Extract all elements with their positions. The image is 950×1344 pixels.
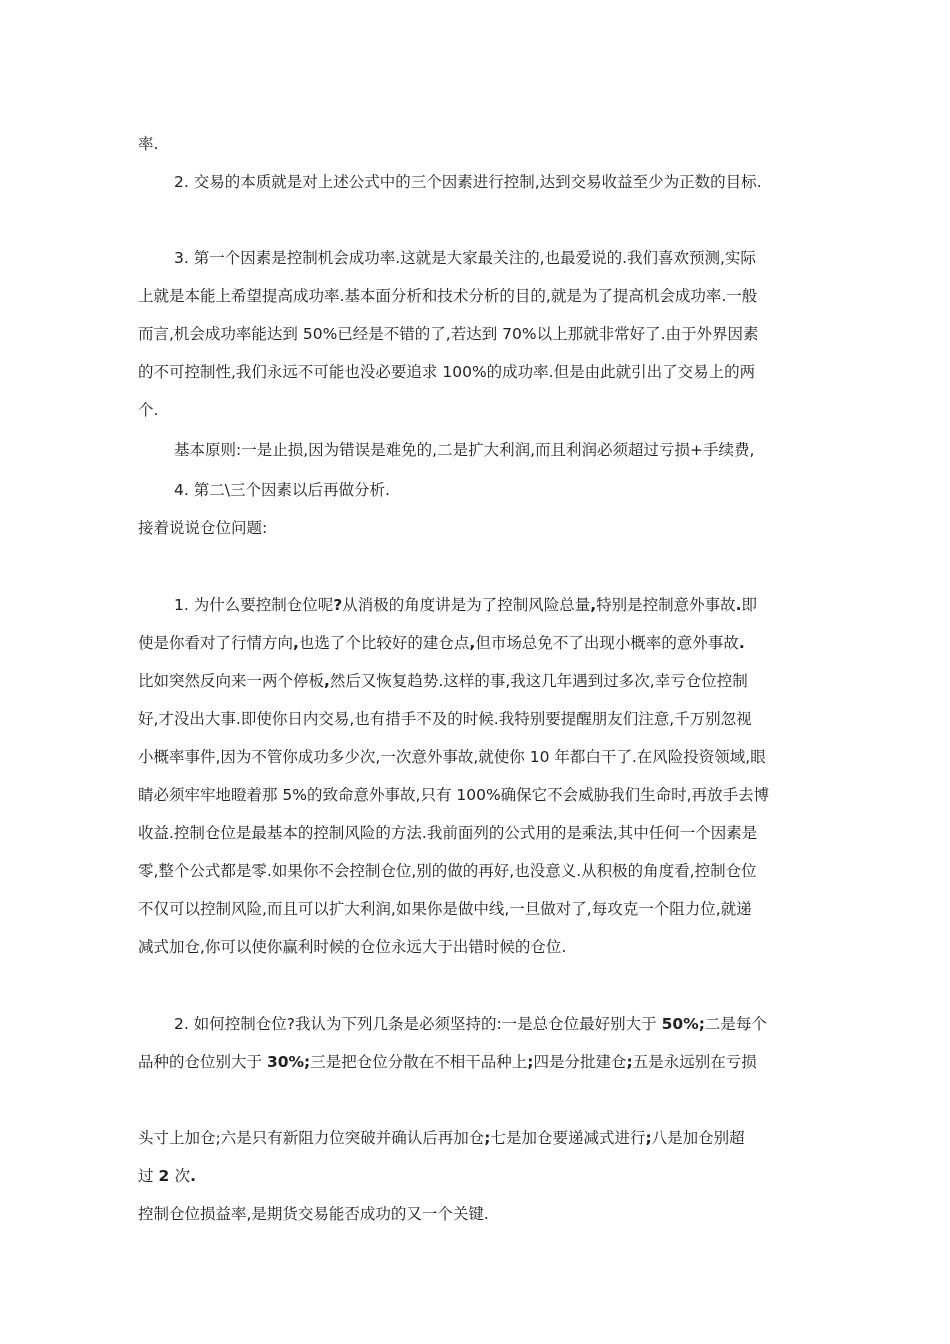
- text-run: 2: [158, 1167, 175, 1185]
- text-run: ?: [333, 596, 343, 614]
- text-line: [138, 671, 748, 691]
- text-line: [174, 1014, 767, 1034]
- text-line: 4. 第二\三个因素以后再做分析.: [174, 481, 390, 499]
- text-line: 的不可控制性,我们永远不可能也没必要追求 100%的成功率.但是由此就引出了交易上的两: [138, 363, 756, 381]
- text-line: 减式加仓,你可以使你赢利时候的仓位永远大于出错时候的仓位.: [138, 938, 567, 956]
- text-run: ,: [469, 634, 476, 652]
- text-run: 1. 为什么要控制仓位呢: [174, 596, 334, 614]
- text-run: ,: [293, 634, 299, 652]
- text-run: 三是把仓位分散在不相干品种上: [310, 1053, 528, 1071]
- text-run: 使是你看对了行情方向: [138, 634, 294, 652]
- text-run: 七是加仓要递减式进行: [490, 1129, 646, 1147]
- text-run: 四是分批建仓: [533, 1053, 627, 1071]
- text-line: [138, 1128, 745, 1148]
- text-run: 比如突然反向来一两个停板: [138, 672, 325, 690]
- text-run: ;: [626, 1053, 633, 1071]
- text-run: 次: [174, 1167, 191, 1185]
- text-run: 然后又恢复趋势.这样的事,我这几年遇到过多次,幸亏仓位控制: [329, 672, 748, 690]
- text-run: 八是加仓别超: [651, 1129, 745, 1147]
- text-run: 2. 如何控制仓位?我认为下列几条是必须坚持的:一是总仓位最好别大于: [174, 1015, 662, 1033]
- text-run: 从消极的角度讲是为了控制风险总量: [342, 596, 591, 614]
- text-run: 但市场总免不了出现小概率的意外事故: [475, 634, 739, 652]
- text-line: [138, 633, 745, 653]
- text-line: [138, 1166, 196, 1186]
- text-run: 特别是控制意外事故: [596, 596, 736, 614]
- text-run: .: [735, 596, 742, 614]
- text-run: 头寸上加仓;六是只有新阻力位突破并确认后再加仓: [138, 1129, 485, 1147]
- text-line: [174, 595, 757, 615]
- text-line: 零,整个公式都是零.如果你不会控制仓位,别的做的再好,也没意义.从积极的角度看,控制仓位: [138, 862, 757, 880]
- text-line: 基本原则:一是止损,因为错误是难免的,二是扩大利润,而且利润必须超过亏损+手续费,: [174, 441, 755, 459]
- text-run: .: [738, 634, 745, 652]
- text-line: [138, 1052, 757, 1072]
- text-run: ,: [324, 672, 330, 690]
- text-line: 2. 交易的本质就是对上述公式中的三个因素进行控制,达到交易收益至少为正数的目标.: [174, 173, 762, 191]
- text-line: 3. 第一个因素是控制机会成功率.这就是大家最关注的,也最爱说的.我们喜欢预测,实际: [174, 249, 756, 267]
- text-line: 控制仓位损益率,是期货交易能否成功的又一个关键.: [138, 1205, 489, 1223]
- text-line: 个.: [138, 401, 159, 419]
- text-run: 五是永远别在亏损: [632, 1053, 757, 1071]
- text-run: .: [190, 1167, 197, 1185]
- text-line: 收益.控制仓位是最基本的控制风险的方法.我前面列的公式用的是乘法,其中任何一个因素是: [138, 824, 758, 842]
- text-line: 不仅可以控制风险,而且可以扩大利润,如果你是做中线,一旦做对了,每攻克一个阻力位,就递: [138, 900, 752, 918]
- text-run: 过: [138, 1167, 159, 1185]
- text-run: 品种的仓位别大于: [138, 1053, 267, 1071]
- text-line: 率.: [138, 135, 159, 153]
- text-run: 即: [741, 596, 758, 614]
- text-run: ;: [484, 1129, 491, 1147]
- text-run: 50%;: [661, 1015, 705, 1033]
- text-line: 接着说说仓位问题:: [138, 519, 268, 537]
- text-run: 也选了个比较好的建仓点: [298, 634, 470, 652]
- text-line: 好,才没出大事.即使你日内交易,也有措手不及的时候.我特别要提醒朋友们注意,千万别忽视: [138, 710, 752, 728]
- text-run: ,: [590, 596, 597, 614]
- text-line: 小概率事件,因为不管你成功多少次,一次意外事故,就使你 10 年都白干了.在风险投资领域,眼: [138, 748, 766, 766]
- text-line: 而言,机会成功率能达到 50%已经是不错的了,若达到 70%以上那就非常好了.由于外界因素: [138, 325, 759, 343]
- text-run: ;: [645, 1129, 652, 1147]
- text-run: 二是每个: [704, 1015, 767, 1033]
- text-line: 睛必须牢牢地瞪着那 5%的致命意外事故,只有 100%确保它不会威胁我们生命时,再放手去博: [138, 786, 770, 804]
- text-line: 上就是本能上希望提高成功率.基本面分析和技术分析的目的,就是为了提高机会成功率.一般: [138, 287, 758, 305]
- text-run: 30%;: [266, 1053, 311, 1071]
- text-run: ;: [527, 1053, 534, 1071]
